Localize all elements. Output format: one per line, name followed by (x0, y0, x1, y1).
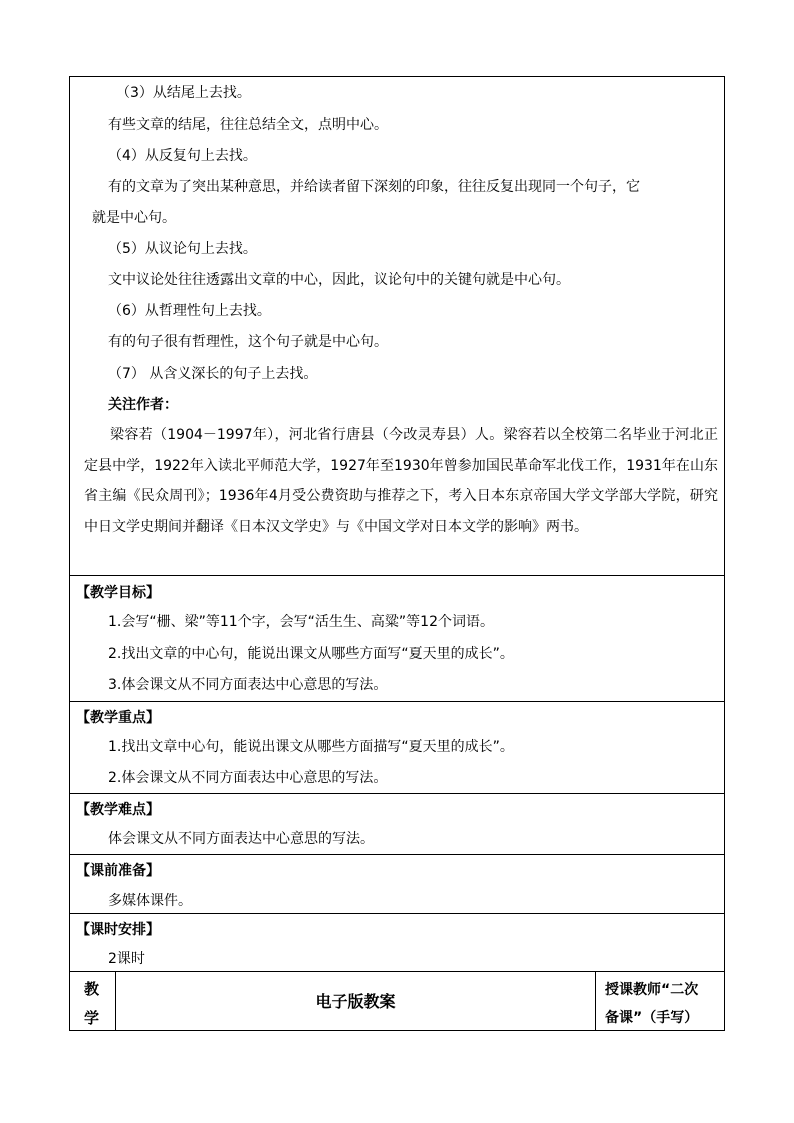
method-4: （4）从反复句上去找。 (108, 148, 257, 164)
schedule-text: 2课时 (108, 951, 145, 967)
divider (70, 575, 724, 576)
method-7: （7） 从含义深长的句子上去找。 (108, 366, 318, 382)
divider (70, 913, 724, 914)
difficulties-text: 体会课文从不同方面表达中心意思的写法。 (108, 831, 374, 847)
difficulties-heading: 【教学难点】 (76, 802, 160, 818)
footer-col3-line1: 授课教师“二次 (605, 982, 699, 998)
key-points-heading: 【教学重点】 (76, 710, 160, 726)
preparation-heading: 【课前准备】 (76, 863, 160, 879)
footer-electronic-plan: 电子版教案 (315, 992, 396, 1011)
author-paragraph: 梁容若（1904－1997年），河北省行唐县（今改灵寿县）人。梁容若以全校第二名毕业于河北正定县中学，1922年入读北平师范大学，1927年至1930年曾参加国民革命军北伐工作，1931年在山东省主编《民众周刊》；1936年4月受公费资助与推荐之下，考入日本东京帝国大学文学部大学院，研究中日文学史期间并翻译《日本汉文学史》与《中国文学对日本文学的影响》两书。 (84, 427, 718, 535)
goal-item: 2.找出文章的中心句，能说出课文从哪些方面写“夏天里的成长”。 (108, 646, 514, 662)
method-6: （6）从哲理性句上去找。 (108, 303, 271, 319)
method-4-desc-1: 有的文章为了突出某种意思，并给读者留下深刻的印象，往往反复出现同一个句子，它 (108, 179, 640, 195)
footer-col3-line2: 备课”（手写） (605, 1010, 699, 1026)
divider (70, 793, 724, 794)
divider (70, 971, 724, 972)
key-point-item: 1.找出文章中心句，能说出课文从哪些方面描写“夏天里的成长”。 (108, 739, 514, 755)
goal-item: 3.体会课文从不同方面表达中心意思的写法。 (108, 677, 388, 693)
column-divider (595, 972, 596, 1030)
divider (70, 854, 724, 855)
footer-col1-line1: 教 (84, 980, 100, 998)
method-3: （3）从结尾上去找。 (116, 85, 251, 101)
method-5: （5）从议论句上去找。 (108, 241, 257, 257)
schedule-heading: 【课时安排】 (76, 922, 160, 938)
method-3-desc: 有些文章的结尾，往往总结全文，点明中心。 (108, 117, 388, 133)
divider (70, 701, 724, 702)
key-point-item: 2.体会课文从不同方面表达中心意思的写法。 (108, 770, 388, 786)
goal-item: 1.会写“栅、梁”等11个字，会写“活生生、高粱”等12个词语。 (108, 614, 494, 630)
preparation-text: 多媒体课件。 (108, 893, 192, 909)
method-5-desc: 文中议论处往往透露出文章的中心，因此，议论句中的关键句就是中心句。 (108, 272, 570, 288)
lesson-plan-table (69, 76, 725, 1031)
method-4-desc-2: 就是中心句。 (92, 210, 176, 226)
footer-col1-line2: 学 (84, 1009, 100, 1027)
method-6-desc: 有的句子很有哲理性，这个句子就是中心句。 (108, 334, 388, 350)
author-heading: 关注作者： (108, 397, 178, 413)
goals-heading: 【教学目标】 (76, 585, 160, 601)
